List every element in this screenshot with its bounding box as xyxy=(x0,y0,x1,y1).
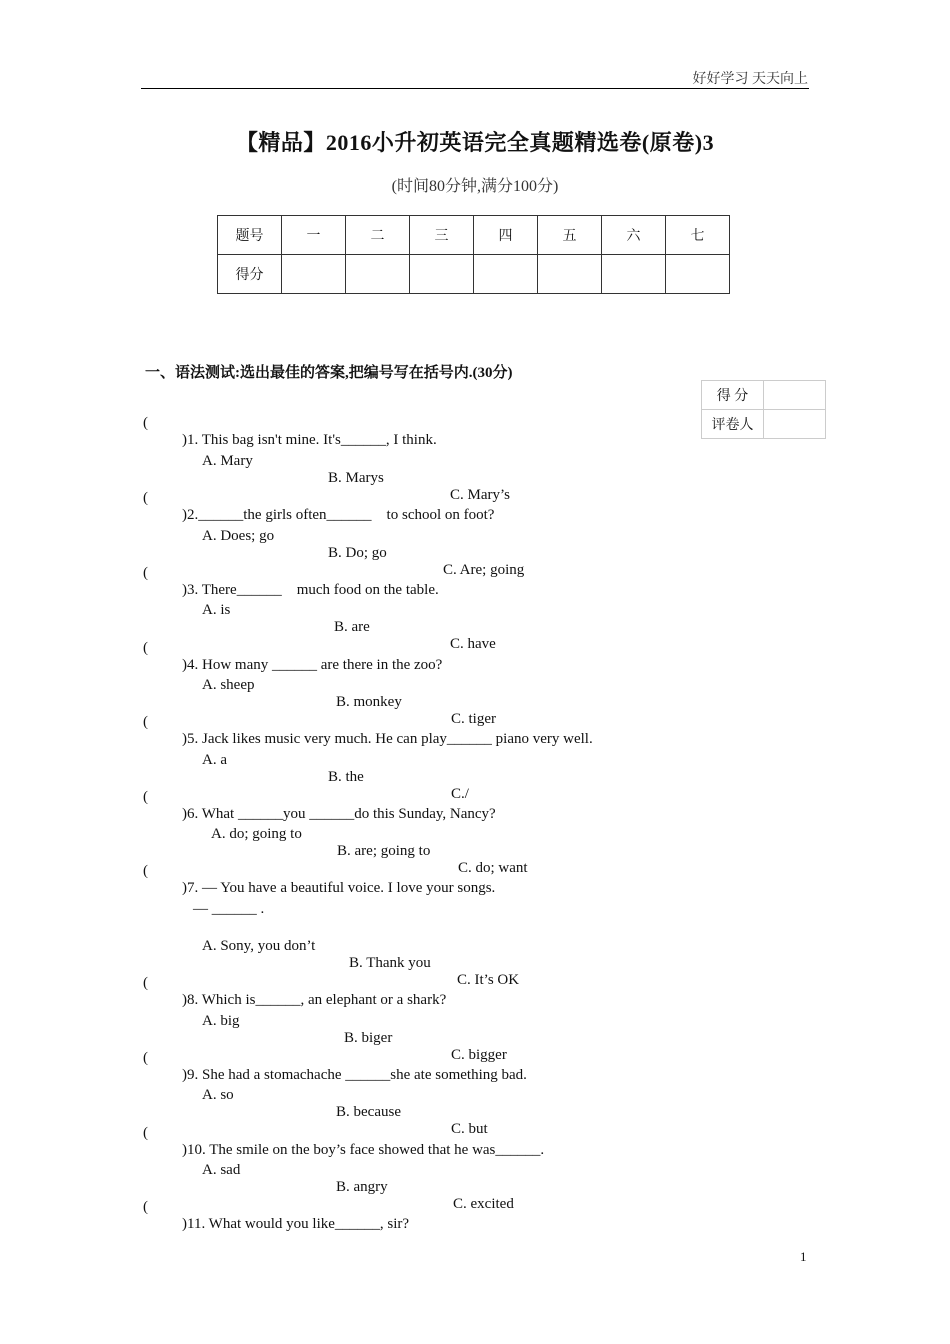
score-table-column: 一 xyxy=(282,216,346,255)
score-table-header-row xyxy=(218,216,730,255)
option-c: C. excited xyxy=(453,1196,514,1212)
option-a: A. big xyxy=(202,1013,240,1029)
answer-paren[interactable]: ( xyxy=(143,863,148,879)
question-text: )9. She had a stomachache ______she ate something bad. xyxy=(182,1067,527,1083)
answer-paren[interactable]: ( xyxy=(143,565,148,581)
grader-score-cell[interactable] xyxy=(764,381,826,410)
option-b: B. Marys xyxy=(328,470,384,486)
score-table-label: 题号 xyxy=(218,216,282,255)
question-text: )10. The smile on the boy’s face showed that he was______. xyxy=(182,1142,545,1158)
option-a: A. Does; go xyxy=(202,528,275,544)
score-cell[interactable] xyxy=(666,255,730,294)
answer-paren[interactable]: ( xyxy=(143,640,148,656)
option-a: A. is xyxy=(202,602,231,618)
option-b: B. the xyxy=(328,769,364,785)
page-number: 1 xyxy=(800,1249,807,1264)
grader-box xyxy=(701,380,826,439)
option-b: B. angry xyxy=(336,1179,388,1195)
grader-name-label: 评卷人 xyxy=(702,410,764,439)
answer-paren[interactable]: ( xyxy=(143,1125,148,1141)
option-b: B. Do; go xyxy=(328,545,387,561)
option-a: A. sheep xyxy=(202,677,255,693)
option-a: A. Mary xyxy=(202,453,253,469)
option-c: C. bigger xyxy=(451,1047,507,1063)
option-b: B. because xyxy=(336,1104,401,1120)
score-table-label: 得分 xyxy=(218,255,282,294)
option-a: A. Sony, you don’t xyxy=(202,938,316,954)
score-cell[interactable] xyxy=(410,255,474,294)
section-title: 一、语法测试:选出最佳的答案,把编号写在括号内.(30分) xyxy=(145,365,513,381)
option-a: A. a xyxy=(202,752,227,768)
question-text: )3. There______ much food on the table. xyxy=(182,582,439,598)
header-rule xyxy=(141,88,809,89)
score-table-column: 三 xyxy=(410,216,474,255)
answer-paren[interactable]: ( xyxy=(143,975,148,991)
option-a: A. do; going to xyxy=(211,826,302,842)
answer-paren[interactable]: ( xyxy=(143,415,148,431)
page-title: 【精品】2016小升初英语完全真题精选卷(原卷)3 xyxy=(235,130,715,155)
score-cell[interactable] xyxy=(474,255,538,294)
question-text: )1. This bag isn't mine. It's______, I think. xyxy=(182,432,437,448)
question-7-reply xyxy=(0,884,265,918)
option-c: C. It’s OK xyxy=(457,972,520,988)
grader-score-label: 得 分 xyxy=(702,381,764,410)
question-text: )8. Which is______, an elephant or a shark? xyxy=(182,992,447,1008)
option-c: C. but xyxy=(451,1121,488,1137)
answer-paren[interactable]: ( xyxy=(143,1050,148,1066)
score-table-column: 五 xyxy=(538,216,602,255)
option-a: A. so xyxy=(202,1087,234,1103)
option-b: B. are; going to xyxy=(337,843,431,859)
score-cell[interactable] xyxy=(538,255,602,294)
header-motto: 好好学习 天天向上 xyxy=(692,72,808,87)
score-table-column: 四 xyxy=(474,216,538,255)
answer-paren[interactable]: ( xyxy=(143,490,148,506)
score-cell[interactable] xyxy=(602,255,666,294)
option-c: C. Mary’s xyxy=(450,487,510,503)
option-b: B. are xyxy=(334,619,370,635)
question-text: )11. What would you like______, sir? xyxy=(182,1216,410,1232)
option-c: C. Are; going xyxy=(443,562,525,578)
option-b: B. Thank you xyxy=(349,955,431,971)
score-table-score-row xyxy=(218,255,730,294)
reply-blank: — ______ . xyxy=(193,901,265,917)
score-table-column: 六 xyxy=(602,216,666,255)
score-table xyxy=(217,215,730,294)
score-cell[interactable] xyxy=(282,255,346,294)
option-c: C. do; want xyxy=(458,860,528,876)
score-table-column: 七 xyxy=(666,216,730,255)
option-b: B. biger xyxy=(344,1030,393,1046)
option-c: C. tiger xyxy=(451,711,496,727)
question-text: )5. Jack likes music very much. He can play______ piano very well. xyxy=(182,731,593,747)
question-text: )7. — You have a beautiful voice. I love your songs. xyxy=(182,880,496,896)
grader-name-cell[interactable] xyxy=(764,410,826,439)
question-text: )2.______the girls often______ to school on foot? xyxy=(182,507,495,523)
answer-paren[interactable]: ( xyxy=(143,714,148,730)
option-b: B. monkey xyxy=(336,694,402,710)
option-c: C. have xyxy=(450,636,496,652)
score-cell[interactable] xyxy=(346,255,410,294)
score-table-column: 二 xyxy=(346,216,410,255)
question-text: )4. How many ______ are there in the zoo? xyxy=(182,657,443,673)
page-subtitle: (时间80分钟,满分100分) xyxy=(391,178,559,195)
answer-paren[interactable]: ( xyxy=(143,1199,148,1215)
answer-paren[interactable]: ( xyxy=(143,789,148,805)
option-a: A. sad xyxy=(202,1162,241,1178)
question-text: )6. What ______you ______do this Sunday, Nancy? xyxy=(182,806,496,822)
option-c: C./ xyxy=(451,786,469,802)
